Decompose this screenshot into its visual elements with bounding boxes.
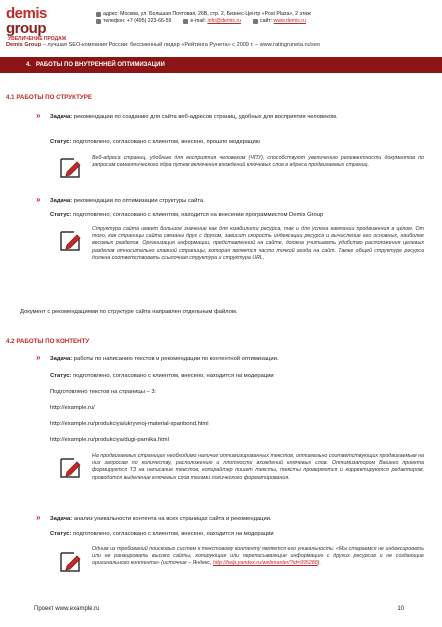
phone-text: телефон: +7 (495) 223-66-59 xyxy=(103,18,172,24)
bullet-marker: » xyxy=(36,195,41,204)
location-icon xyxy=(96,12,101,17)
footer-project: Проект www.example.ru xyxy=(34,606,100,612)
logo-tagline: УВЕЛИЧЕНИЕ ПРОДАЖ xyxy=(8,36,67,42)
site-label: сайт: xyxy=(259,18,273,24)
email-label: e-mail: xyxy=(190,18,206,24)
task-texts: Задача: работы по написанию текстов и рекомендации по контентной оптимизации. xyxy=(50,356,279,362)
pen-note-icon xyxy=(58,229,82,253)
task-urls: Задача: рекомендации по созданию для сайта веб-адресов страниц, удобных для восприятия человеком. xyxy=(50,114,338,120)
contact-info xyxy=(96,11,436,25)
page-url: http://example.ru/ xyxy=(50,405,95,411)
note-structure: Структура сайта имеет большое значение как для юзабилити ресурса, так и для успеха кампании продвижения в целом. От того, как страницы сайта связаны друг с другом, зависит скорость индексации ресурса и вычисление его основных, наиболее весомых разделов. Организация информации, представленной на сайте, должна учитывать удобство расположения целевых разделов относительно главной страницы, которая является часто точкой входа на сайт. Также общей структуре ресурса должна соответствовать ссылочная структура и структура URL. xyxy=(92,226,424,261)
note-urls: Веб-адреса страниц, удобные для восприятия человеком (ЧПУ), способствуют увеличению релевантности документов по запросам семантического ядра путем включения вхождений ключевых слов в адреса продвигаемых страниц. xyxy=(92,155,424,169)
email-icon xyxy=(183,19,188,24)
status-structure: Статус: подготовлено, согласовано с клиентом, находится на внесении программистом Demis Group xyxy=(50,212,324,218)
pen-note-icon xyxy=(58,456,82,480)
task-structure: Задача: рекомендации по оптимизации структуры сайта. xyxy=(50,198,205,204)
task-uniqueness: Задача: анализ уникальности контента на всех страницах сайта и рекомендации. xyxy=(50,516,272,522)
address-text: адрес: Москва, ул. Большая Почтовая, 26В, стр. 2, Бизнес-Центр «Post Plaza», 2 этаж xyxy=(103,11,311,17)
address-row xyxy=(96,11,436,18)
site-link[interactable]: www.demis.ru xyxy=(273,18,306,24)
phone-icon xyxy=(96,19,101,24)
prepared-count: Подготовлено текстов на страницы – 3: xyxy=(50,389,157,395)
page-url: http://example.ru/produkciya/ukryvnoj-material-spanbond.html xyxy=(50,421,209,427)
section-title: РАБОТЫ ПО ВНУТРЕННЕЙ ОПТИМИЗАЦИИ xyxy=(36,62,165,68)
status-urls: Статус: подготовлено, согласовано с клиентом, внесено, прошло модерацию xyxy=(50,139,261,145)
note-uniqueness: Одним из требований поисковых систем к текстовому контенту является его уникальность: «Мы стараемся не индексировать или не ранжировать высоко сайты, копирующие или переписывающие информацию с других ресурсов и не создающие оригинального контента» (источник – Яндекс, http://help.yandex.ru/webmaster/?id=995288). xyxy=(92,546,424,567)
email-link[interactable]: info@demis.ru xyxy=(207,18,241,24)
section-number: 4. xyxy=(26,62,32,68)
section-title-bar xyxy=(0,57,442,73)
structure-doc-note: Документ с рекомендациями по структуре сайта направлен отдельным файлом. xyxy=(20,309,238,315)
pen-note-icon xyxy=(58,550,82,574)
bullet-marker: » xyxy=(36,353,41,362)
pen-note-icon xyxy=(58,156,82,180)
bullet-marker: » xyxy=(36,513,41,522)
page-url: http://example.ru/produkciya/dugi-parnika.html xyxy=(50,437,169,443)
subsection-title-structure: 4.1 РАБОТЫ ПО СТРУКТУРЕ xyxy=(6,94,92,101)
contacts-row xyxy=(96,18,436,25)
bullet-marker: » xyxy=(36,111,41,120)
page-number: 10 xyxy=(397,606,404,612)
status-texts: Статус: подготовлено, согласовано с клиентом, внесено, находится на модерации xyxy=(50,373,274,379)
status-uniqueness: Статус: подготовлено, согласовано с клиентом, внесено, находится на модерации xyxy=(50,531,274,537)
company-logo xyxy=(6,6,86,42)
logo-wordmark: demis group xyxy=(6,5,47,37)
header-slogan: Demis Group – лучшая SEO-компания России: бессменный лидер «Рейтинга Рунета» с 2009 г. – www.ratingruneta.ru/seo xyxy=(6,42,321,48)
subsection-title-content: 4.2 РАБОТЫ ПО КОНТЕНТУ xyxy=(6,338,90,345)
site-icon xyxy=(253,19,258,24)
page-footer xyxy=(34,606,404,612)
yandex-help-link[interactable]: http://help.yandex.ru/webmaster/?id=995288 xyxy=(213,560,318,567)
note-texts: На продвигаемых страницах необходимо наличие оптимизированных текстов, оптимально соответствующих продвигаемым на них запросам по количеству, расположению и плотности вхождений ключевых слов. Оптимизатором Вашего проекта формируется ТЗ на написание текстов, копирайтер пишет тексты, тексты проверяются и корректируются редактором, проводится выделение ключевых слов тегами логического форматирования. xyxy=(92,453,424,481)
